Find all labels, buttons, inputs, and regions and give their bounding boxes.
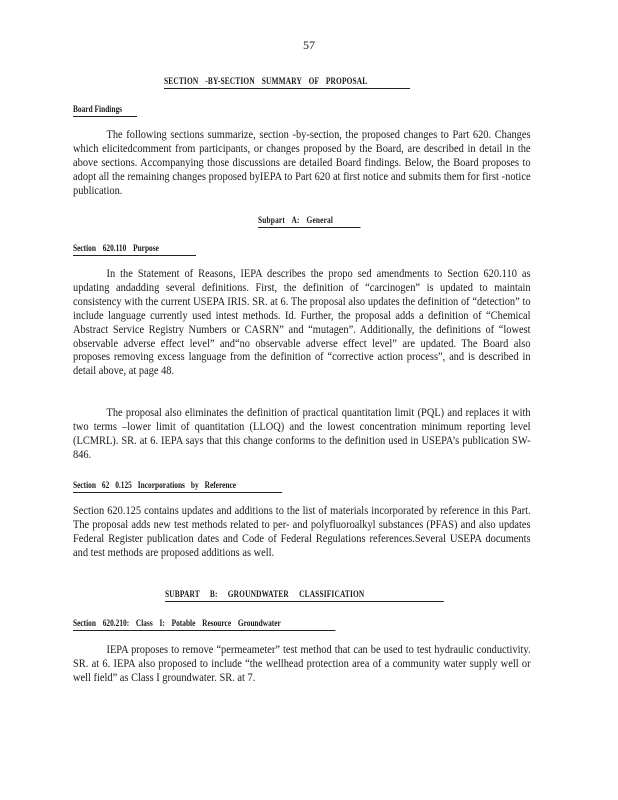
- section-620-110-heading: Section 620.110 Purpose: [73, 243, 196, 256]
- section-620-110-paragraph-2: The proposal also eliminates the definition of practical quantitation limit (PQL) and replaces it with two terms –lower limit of quantitation (LLOQ) and the lowest concentration minimum reporting level (LCMRL). SR. at 6. IEPA says that this change conforms to the definition used in USEPA’s publication SW-846.: [73, 407, 531, 461]
- section-620-110-paragraph-1: In the Statement of Reasons, IEPA describes the propo sed amendments to Section 620.110 as updating andadding several definitions. First, the definition of “carcinogen” is updated to maintain consistency with the current USEPA IRIS. SR. at 6. The proposal also updates the definition of “detection” to include language currently used intest methods. Id. Further, the proposal adds a definition of “Chemical Abstract Service Registry Numbers or CASRN” and “mutagen”. Additionally, the definitions of “lowest observable adverse effect level” and“no observable adverse effect level” are updated. The Board also proposes removing excess language from the definition of “corrective action process”, and is described in detail above, at page 48.: [73, 268, 531, 378]
- section-620-125-paragraph: Section 620.125 contains updates and additions to the list of materials incorporated by reference in this Part. The proposal adds new test methods related to per- and polyfluoroalkyl substances (PFAS) and also updates Federal Register publication dates and Code of Federal Regulations references.Several USEPA documents and test methods are proposed additions as well.: [73, 505, 531, 559]
- board-findings-paragraph: The following sections summarize, section -by-section, the proposed changes to Part 620. Changes which elicitedcomment from participants, or changes proposed by the Board, are described in detail in the above sections. Accompanying those discussions are detailed Board findings. Below, the Board proposes to adopt all the remaining changes proposed byIEPA to Part 620 at first notice and submits them for first -notice publication.: [73, 129, 531, 197]
- section-620-210-paragraph: IEPA proposes to remove “permeameter” test method that can be used to test hydraulic conductivity. SR. at 6. IEPA also proposed to include “the wellhead protection area of a community water supply well or well field” as Class I groundwater. SR. at 7.: [73, 644, 531, 684]
- page-number: 57: [303, 38, 315, 52]
- section-620-210-heading: Section 620.210: Class I: Potable Resource Groundwater: [73, 618, 335, 631]
- subpart-b-heading: SUBPART B: GROUNDWATER CLASSIFICATION: [165, 589, 444, 602]
- section-620-125-heading: Section 62 0.125 Incorporations by Reference: [73, 480, 282, 493]
- subpart-a-heading: Subpart A: General: [258, 215, 361, 228]
- document-section-title: SECTION -BY-SECTION SUMMARY OF PROPOSAL: [164, 76, 410, 89]
- board-findings-heading: Board Findings: [73, 104, 137, 117]
